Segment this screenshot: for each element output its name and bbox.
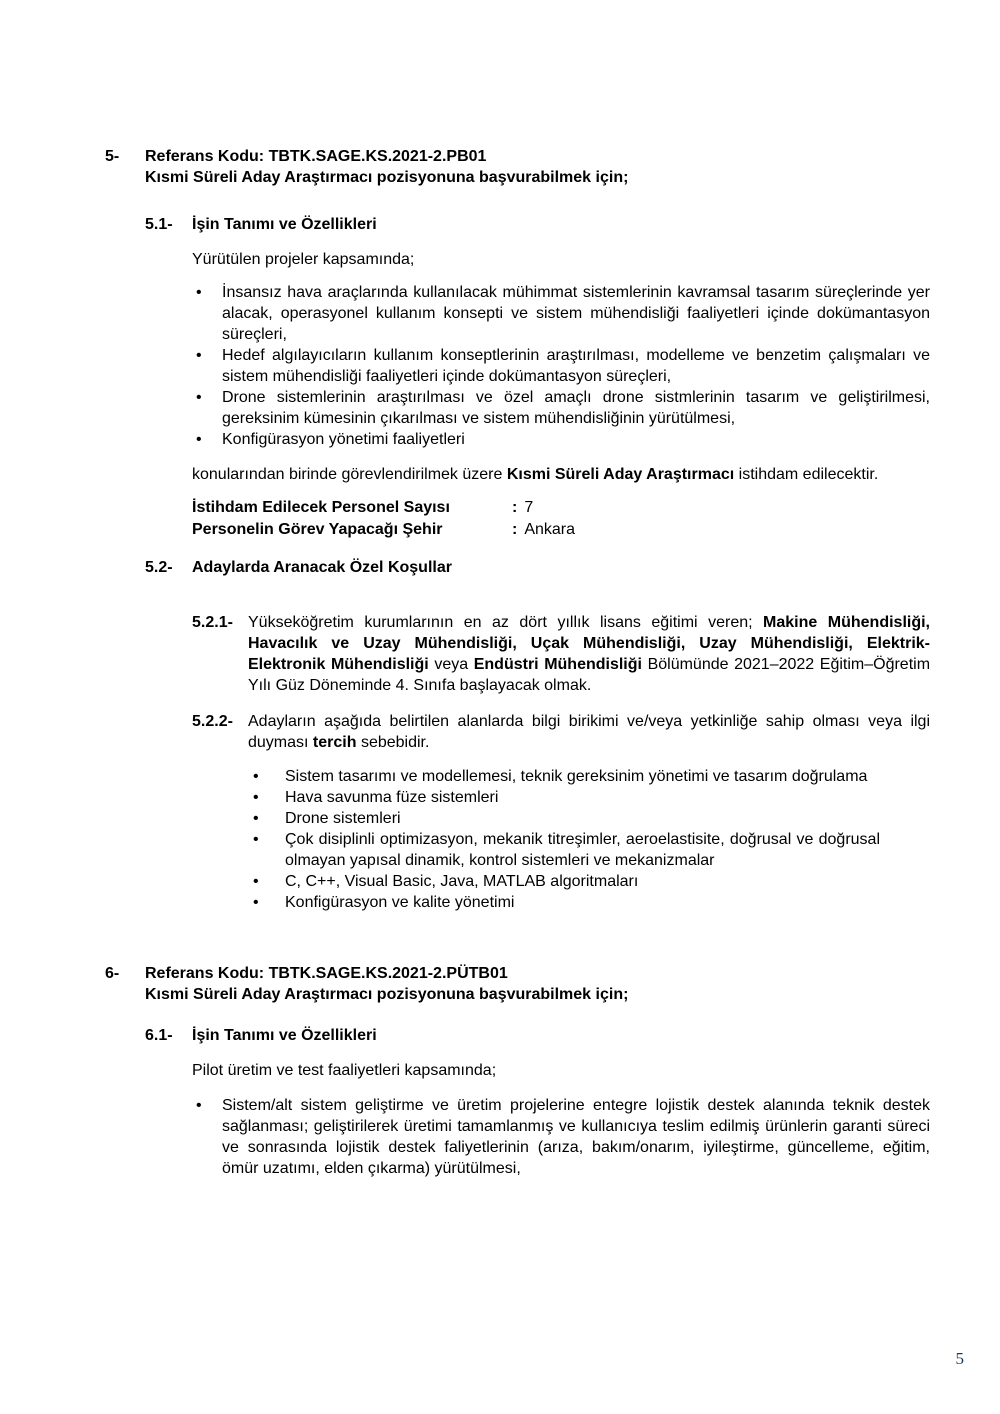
list-item	[253, 829, 880, 871]
section-6-position-line: Kısmi Süreli Aday Araştırmacı pozisyonuna başvurabilmek için;	[145, 986, 629, 1003]
heading-5-2-title: Adaylarda Aranacak Özel Koşullar	[192, 559, 452, 576]
heading-6-1-title: İşin Tanımı ve Özellikleri	[192, 1027, 377, 1044]
heading-6-1-number: 6.1-	[145, 1027, 173, 1044]
summary-run: konularından birinde görevlendirilmek üzere	[192, 466, 507, 483]
text-run: sebebidir.	[356, 734, 430, 751]
item-5-2-2	[192, 711, 930, 753]
heading-5-1-title: İşin Tanımı ve Özellikleri	[192, 216, 377, 233]
info-label: Personelin Görev Yapacağı Şehir	[192, 521, 443, 538]
list-item	[253, 892, 880, 913]
bullet-icon: •	[253, 768, 259, 785]
item-5-2-2-text	[248, 711, 930, 753]
list-item-text: Sistem/alt sistem geliştirme ve üretim projelerine entegre lojistik destek alanında teknik destek sağlanması; geliştirilerek üretimi tamamlanmış ve kullanıcıya teslim edilmiş ürünlerin garanti süreci ve sonrasında lojistik destek faliyetlerinin (arıza, bakım/onarım, iyileştirme, güncelleme, eğitim, ömür uzatımı, elden çıkarma) yürütülmesi,	[222, 1097, 930, 1177]
text-run: veya	[428, 656, 474, 673]
section-5	[105, 146, 930, 913]
text-run-bold: tercih	[312, 734, 357, 751]
list-item-text: Sistem tasarımı ve modellemesi, teknik gereksinim yönetimi ve tasarım doğrulama	[285, 768, 868, 785]
text-run: Adayların aşağıda belirtilen alanlarda bilgi birikimi ve/veya yetkinliğe sahip olması veya ilgi duyması	[248, 713, 930, 751]
info-value: Ankara	[524, 521, 576, 538]
list-item	[253, 787, 880, 808]
section-6	[105, 963, 930, 1179]
bullet-icon: •	[196, 1097, 202, 1114]
section-6-bullet-list	[192, 1095, 930, 1179]
section-6-heading	[105, 963, 930, 1005]
info-row-work-city	[192, 519, 930, 541]
list-item	[253, 766, 880, 787]
bullet-icon: •	[196, 389, 202, 406]
list-item-text: İnsansız hava araçlarında kullanılacak mühimmat sistemlerinin kavramsal tasarım süreçlerinde yer alacak, operasyonel kullanım konsepti ve sistem mühendisliği faaliyetleri içinde dokümantasyon süreçleri,	[222, 284, 930, 343]
list-item	[253, 808, 880, 829]
list-item	[192, 429, 930, 450]
section-6-reference-code: Referans Kodu: TBTK.SAGE.KS.2021-2.PÜTB01	[145, 965, 508, 982]
info-separator: :	[512, 499, 518, 516]
section-6-titles	[145, 963, 628, 1005]
list-item-text: Çok disiplinli optimizasyon, mekanik titreşimler, aeroelastisite, doğrusal ve doğrusal olmayan yapısal dinamik, kontrol sistemleri ve mekanizmalar	[285, 831, 880, 869]
info-row-personnel-count	[192, 497, 930, 519]
list-item-text: Drone sistemleri	[285, 810, 401, 827]
summary-run: istihdam edilecektir.	[734, 466, 879, 483]
preference-bullet-list	[253, 766, 880, 913]
section-5-number: 5-	[105, 148, 120, 165]
list-item	[192, 387, 930, 429]
list-item-text: Konfigürasyon yönetimi faaliyetleri	[222, 431, 465, 448]
list-item-text: Hava savunma füze sistemleri	[285, 789, 499, 806]
bullet-icon: •	[253, 789, 259, 806]
text-run: Bölümünde 2021–2022 Eğitim–Öğretim Yılı Güz Döneminde 4. Sınıfa başlayacak olmak.	[248, 656, 931, 694]
list-item	[192, 282, 930, 345]
list-item-text: C, C++, Visual Basic, Java, MATLAB algoritmaları	[285, 873, 639, 890]
item-5-2-1	[192, 612, 930, 696]
item-5-2-1-text	[248, 612, 930, 696]
summary-run-bold: Kısmi Süreli Aday Araştırmacı	[506, 466, 735, 483]
section-5-titles	[145, 146, 628, 188]
list-item	[192, 345, 930, 387]
item-5-2-1-number: 5.2.1-	[192, 614, 233, 631]
bullet-icon: •	[253, 810, 259, 827]
section-5-reference-code: Referans Kodu: TBTK.SAGE.KS.2021-2.PB01	[145, 148, 487, 165]
bullet-icon: •	[196, 347, 202, 364]
heading-5-2	[145, 557, 930, 578]
info-separator: :	[512, 521, 518, 538]
list-item-text: Drone sistemlerinin araştırılması ve özel amaçlı drone sistmlerinin tasarım ve geliştirilmesi, gereksinim kümesinin çıkarılması ve sistem mühendisliğinin yürütülmesi,	[222, 389, 930, 427]
info-label: İstihdam Edilecek Personel Sayısı	[192, 499, 450, 516]
bullet-icon: •	[253, 873, 259, 890]
item-5-2-2-number: 5.2.2-	[192, 713, 233, 730]
list-item-text: Hedef algılayıcıların kullanım konseptlerinin araştırılması, modelleme ve benzetim çalışmaları ve sistem mühendisliği faaliyetleri içinde dokümantasyon süreçleri,	[222, 347, 930, 385]
text-run-bold: Endüstri Mühendisliği	[473, 656, 642, 673]
bullet-icon: •	[253, 894, 259, 911]
bullet-icon: •	[196, 431, 202, 448]
section-5-heading	[105, 146, 930, 188]
section-5-bullet-list	[192, 282, 930, 450]
section-6-number: 6-	[105, 965, 120, 982]
heading-6-1	[145, 1025, 930, 1046]
bullet-icon: •	[253, 831, 259, 848]
heading-5-1-number: 5.1-	[145, 216, 173, 233]
heading-5-2-number: 5.2-	[145, 559, 173, 576]
text-run: Yükseköğretim kurumlarının en az dört yıllık lisans eğitimi veren;	[248, 614, 764, 631]
info-value: 7	[524, 499, 534, 516]
section-6-intro: Pilot üretim ve test faaliyetleri kapsamında;	[192, 1062, 497, 1079]
section-5-intro: Yürütülen projeler kapsamında;	[192, 251, 415, 268]
heading-5-1	[145, 214, 930, 235]
section-5-summary	[192, 464, 930, 485]
list-item	[192, 1095, 930, 1179]
page-number: 5	[955, 1349, 964, 1368]
text-run-bold: Makine Mühendisliği, Havacılık ve Uzay Mühendisliği, Uçak Mühendisliği, Uzay Mühendisliği, Elektrik-Elektronik Mühendisliği	[248, 614, 930, 673]
bullet-icon: •	[196, 284, 202, 301]
list-item-text: Konfigürasyon ve kalite yönetimi	[285, 894, 515, 911]
section-5-position-line: Kısmi Süreli Aday Araştırmacı pozisyonuna başvurabilmek için;	[145, 169, 629, 186]
list-item	[253, 871, 880, 892]
employment-info	[105, 497, 930, 541]
